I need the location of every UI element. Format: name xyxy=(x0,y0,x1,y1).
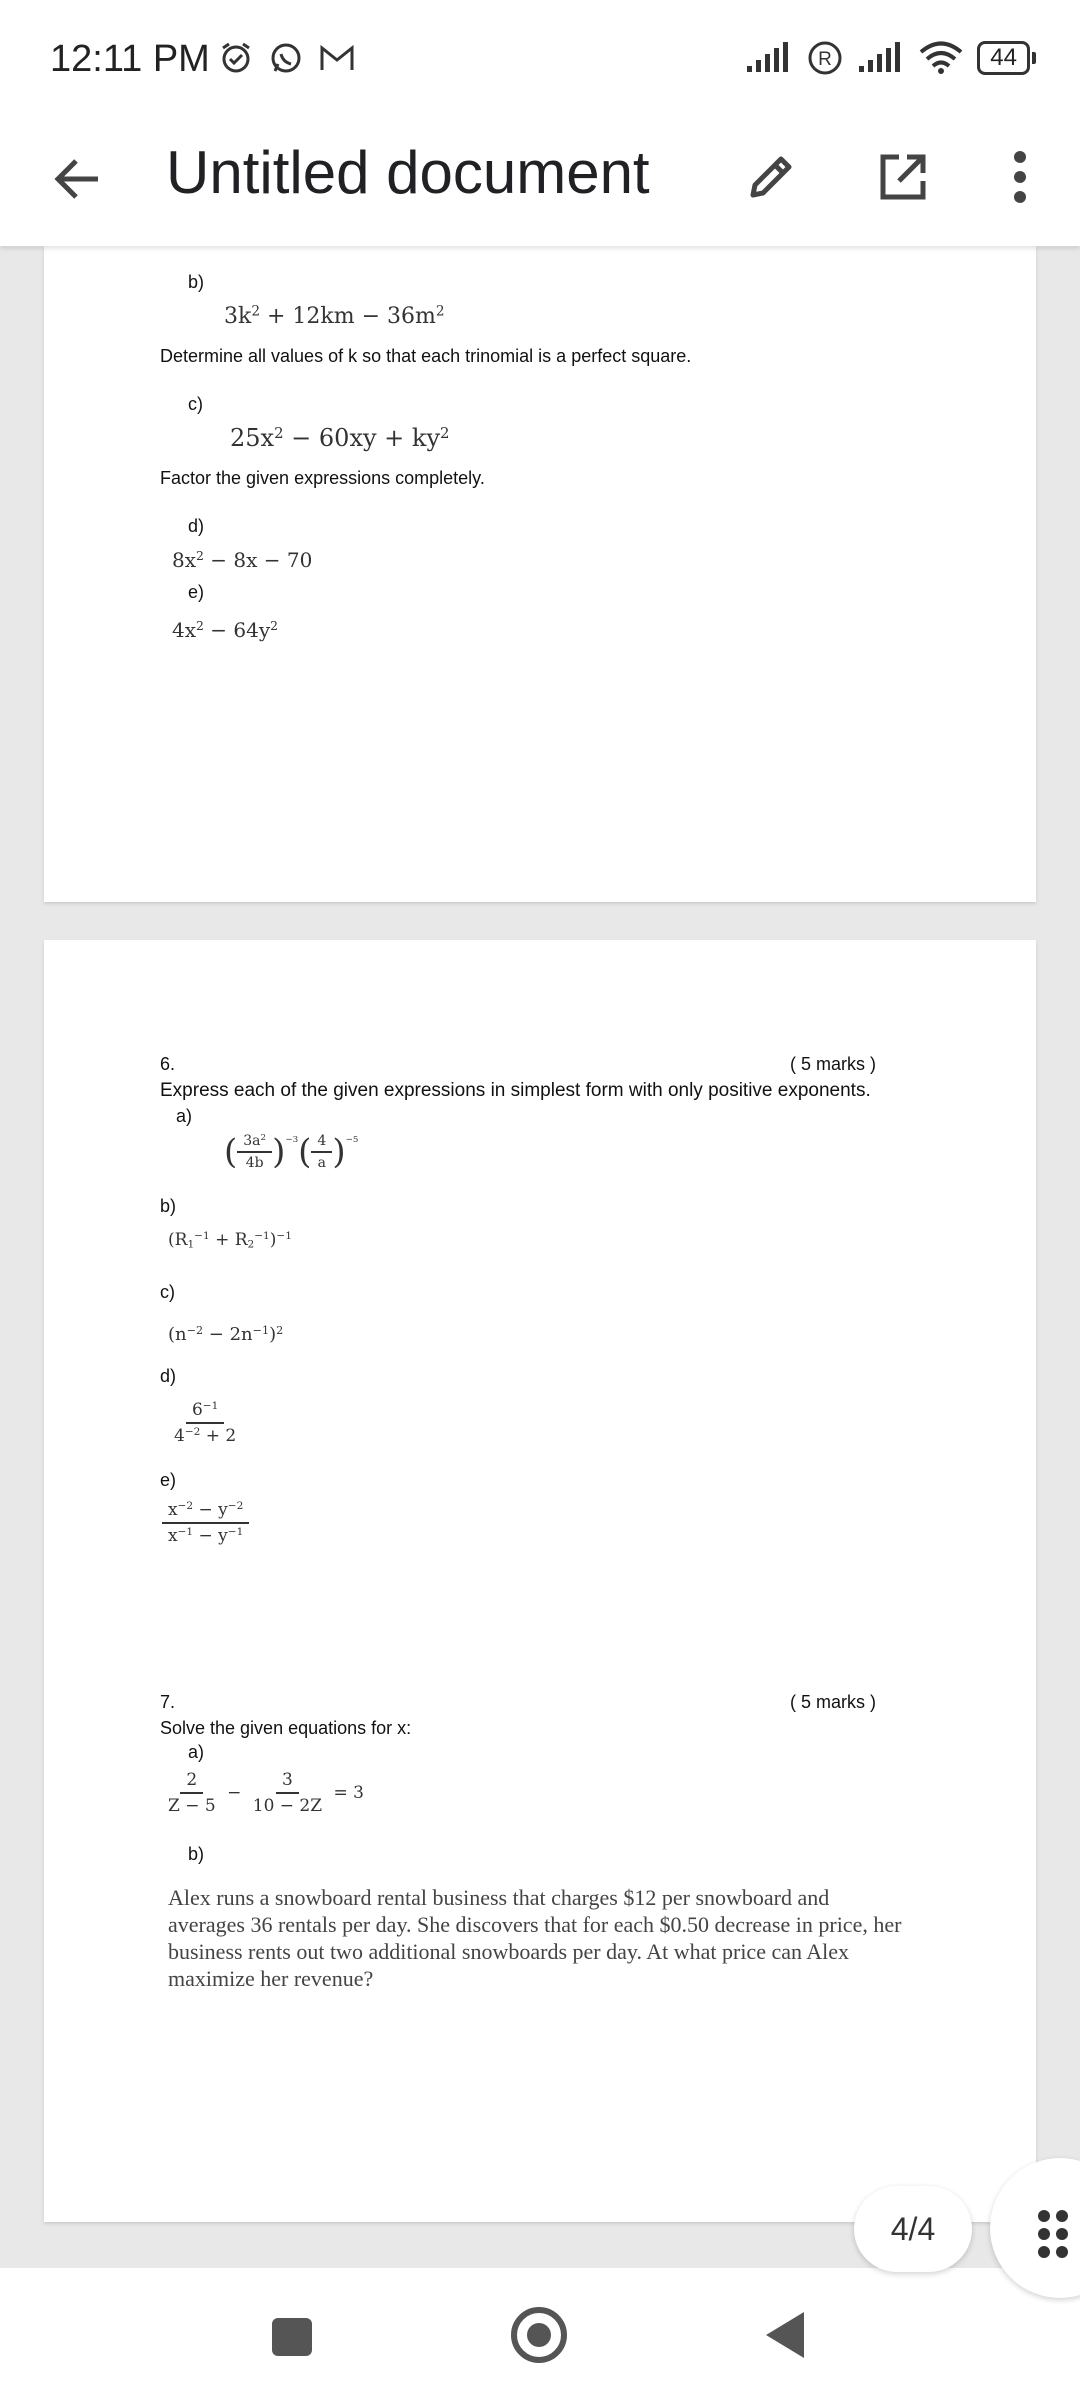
roaming-icon xyxy=(807,40,843,76)
more-options-button[interactable] xyxy=(990,142,1050,212)
back-button[interactable] xyxy=(42,144,112,214)
q7-label-a: a) xyxy=(188,1742,205,1762)
app-bar xyxy=(0,120,1080,246)
document-title: Untitled document xyxy=(166,139,650,206)
q6-expression-b: $(R_1^{-1} + R_2^{-1})^{-1}$ xyxy=(168,1230,292,1251)
edit-button[interactable] xyxy=(736,142,806,212)
question-label-d: d) xyxy=(188,516,205,536)
instruction-perfect-square: Determine all values of k so that each trinomial is a perfect square. xyxy=(160,346,692,366)
grid-dots-icon xyxy=(1038,2210,1068,2258)
back-triangle-icon[interactable] xyxy=(760,2308,810,2362)
question-7-marks: ( 5 marks ) xyxy=(790,1692,877,1712)
status-bar xyxy=(0,0,1080,120)
system-navigation-bar xyxy=(0,2268,1080,2400)
whatsapp-icon xyxy=(268,40,304,76)
q6-expression-c: $(n^{-2} - 2n^{-1})^2$ xyxy=(168,1323,284,1345)
question-label-b: b) xyxy=(188,272,205,292)
status-left-icons xyxy=(218,40,356,76)
question-6-marks: ( 5 marks ) xyxy=(790,1054,877,1074)
battery-icon: 44 xyxy=(977,41,1030,75)
q6-label-d: d) xyxy=(160,1366,177,1386)
recents-square-icon[interactable] xyxy=(272,2318,312,2356)
svg-text:R: R xyxy=(818,49,833,70)
q6-label-e: e) xyxy=(160,1470,177,1490)
page-indicator: 4/4 xyxy=(854,2186,972,2272)
question-label-e: e) xyxy=(188,582,205,602)
document-page-4 xyxy=(44,940,1036,2222)
question-number-7: 7. xyxy=(160,1692,176,1712)
q6-label-c: c) xyxy=(160,1282,175,1302)
signal-icon xyxy=(857,42,905,74)
document-page-3 xyxy=(44,246,1036,902)
instruction-factor: Factor the given expressions completely. xyxy=(160,468,485,488)
more-vert-icon xyxy=(1013,151,1027,203)
question-7-instruction: Solve the given equations for x: xyxy=(160,1718,412,1738)
alarm-icon xyxy=(218,40,254,76)
question-6-instruction: Express each of the given expressions in simplest form with only positive exponents. xyxy=(160,1080,871,1101)
status-right-icons xyxy=(745,40,1030,76)
q6-expression-d: $\frac{6^{-1}}{4^{-2} + 2}$ xyxy=(174,1400,237,1446)
back-arrow-icon xyxy=(52,157,102,201)
question-number-6: 6. xyxy=(160,1054,176,1074)
q6-expression-a: ( $\frac{3a^2}{4b}$ )$^{-3}$( $\frac{4}{a}$ )$^{-5}$ xyxy=(224,1132,359,1172)
status-time: 12:11 PM xyxy=(50,38,210,80)
q6-expression-e: $\frac{x^{-2} - y^{-2}}{x^{-1} - y^{-1}}$ xyxy=(162,1500,249,1546)
question-label-c: c) xyxy=(188,394,203,414)
expression-d: $8x^2 - 8x - 70$ xyxy=(172,548,313,572)
q6-label-b: b) xyxy=(160,1196,177,1216)
open-external-icon xyxy=(877,151,929,203)
open-external-button[interactable] xyxy=(868,142,938,212)
home-circle-icon[interactable] xyxy=(510,2306,568,2364)
q7-expression-a: $\frac{2}{Z - 5}$ − $\frac{3}{10 - 2Z}$ = 3 xyxy=(168,1770,364,1816)
q7-label-b: b) xyxy=(188,1844,205,1864)
expression-e: $4x^2 - 64y^2$ xyxy=(172,618,279,642)
pencil-icon xyxy=(745,151,797,203)
expression-b: $3k^2 + 12km - 36m^2$ xyxy=(224,303,445,329)
signal-icon xyxy=(745,42,793,74)
gmail-icon xyxy=(318,42,356,74)
q6-label-a: a) xyxy=(176,1106,193,1126)
q7-word-problem: Alex runs a snowboard rental business that charges $12 per snowboard and averages 36 rentals per day. She discovers that for each $0.50 decrease in price, her business rents out two additional snowboards per day. At what price can Alex maximize her revenue? xyxy=(168,1885,902,1991)
wifi-icon xyxy=(919,41,963,75)
expression-c: $25x^2 - 60xy + ky^2$ xyxy=(230,423,450,452)
